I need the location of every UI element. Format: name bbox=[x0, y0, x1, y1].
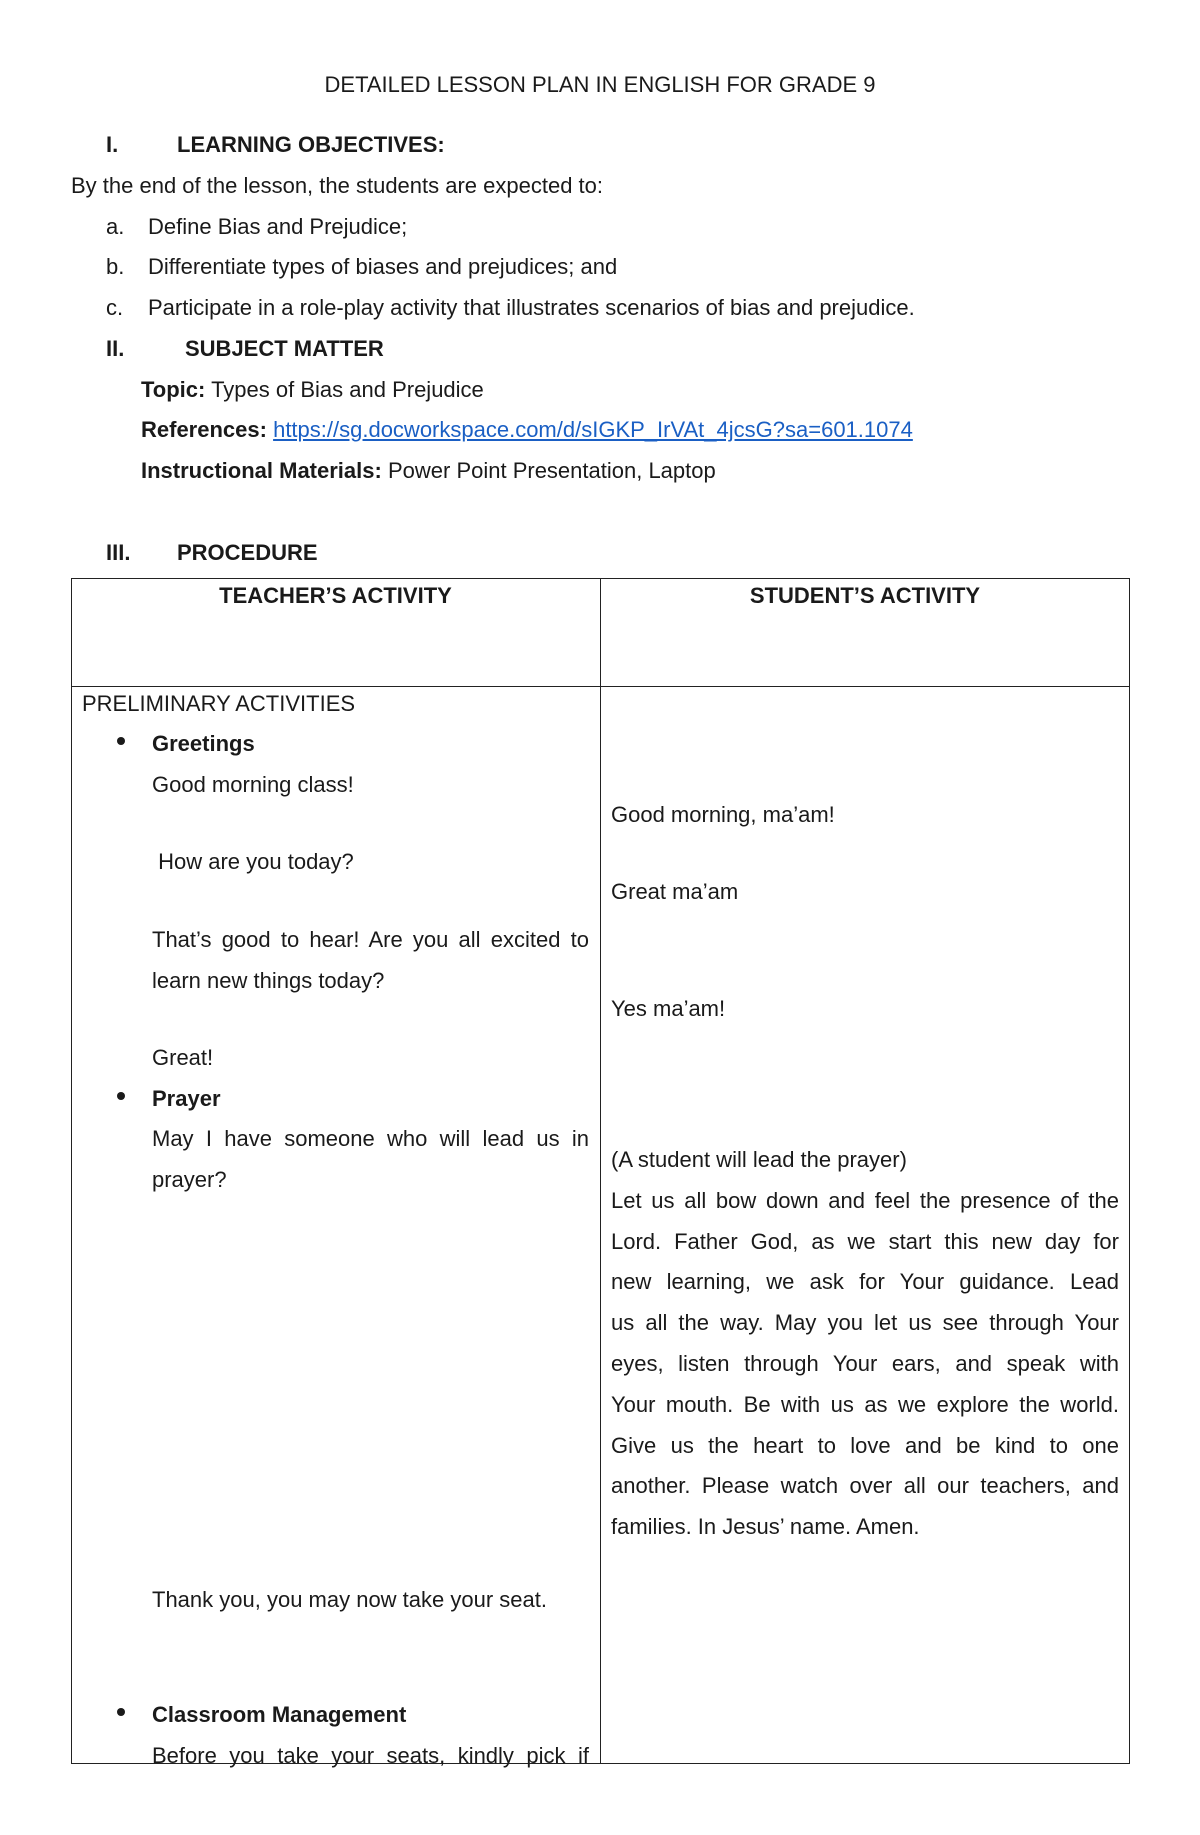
bullet-icon bbox=[117, 1092, 125, 1100]
student-prayer-line: families. In Jesus’ name. Amen. bbox=[611, 1514, 920, 1539]
student-prayer-line: new learning, we ask for Your guidance. Lead bbox=[611, 1269, 1119, 1294]
objective-text: Participate in a role-play activity that illustrates scenarios of bias and prejudice. bbox=[148, 295, 915, 320]
section-2-numeral: II. bbox=[106, 336, 125, 361]
student-prayer-line: us all the way. May you let us see through Your bbox=[611, 1310, 1119, 1335]
table-column-divider bbox=[600, 578, 601, 1764]
student-activity-header: STUDENT’S ACTIVITY bbox=[749, 583, 981, 608]
student-prayer-line: Your mouth. Be with us as we explore the world. bbox=[611, 1392, 1119, 1417]
student-prayer-line: Let us all bow down and feel the presence of the bbox=[611, 1188, 1119, 1213]
student-prayer-line: Lord. Father God, as we start this new day for bbox=[611, 1229, 1119, 1254]
bullet-icon bbox=[117, 737, 125, 745]
student-line: Great ma’am bbox=[611, 879, 739, 904]
topic-value: Types of Bias and Prejudice bbox=[211, 377, 484, 402]
topic-line bbox=[141, 379, 484, 401]
objective-text: Define Bias and Prejudice; bbox=[148, 214, 408, 239]
section-3-heading: PROCEDURE bbox=[177, 540, 318, 565]
student-prayer-line: eyes, listen through Your ears, and speak with bbox=[611, 1351, 1119, 1376]
materials-label: Instructional Materials: bbox=[141, 458, 382, 483]
teacher-line: Thank you, you may now take your seat. bbox=[152, 1587, 547, 1612]
prayer-heading: Prayer bbox=[152, 1086, 221, 1111]
teacher-line: learn new things today? bbox=[152, 968, 385, 993]
student-line: Yes ma’am! bbox=[611, 996, 726, 1021]
teacher-line: How are you today? bbox=[152, 849, 354, 874]
teacher-line: May I have someone who will lead us in bbox=[152, 1126, 589, 1151]
section-1-heading: LEARNING OBJECTIVES: bbox=[177, 132, 445, 157]
objective-text: Differentiate types of biases and prejudices; and bbox=[148, 254, 618, 279]
student-prayer-note: (A student will lead the prayer) bbox=[611, 1147, 907, 1172]
materials-line bbox=[141, 460, 716, 482]
student-prayer-line: another. Please watch over all our teachers, and bbox=[611, 1473, 1119, 1498]
teacher-line: prayer? bbox=[152, 1167, 227, 1192]
section-1-numeral: I. bbox=[106, 132, 119, 157]
section-3-numeral: III. bbox=[106, 540, 131, 565]
teacher-activity-header: TEACHER’S ACTIVITY bbox=[219, 583, 452, 608]
teacher-line: Before you take your seats, kindly pick if bbox=[152, 1743, 589, 1768]
references-link[interactable]: https://sg.docworkspace.com/d/sIGKP_IrVAt_4jcsG?sa=601.1074 bbox=[273, 417, 913, 442]
table-header-divider bbox=[71, 686, 1130, 687]
materials-value: Power Point Presentation, Laptop bbox=[387, 458, 716, 483]
objectives-intro: By the end of the lesson, the students are expected to: bbox=[71, 173, 604, 198]
student-line: Good morning, ma’am! bbox=[611, 802, 835, 827]
section-2-heading: SUBJECT MATTER bbox=[185, 336, 384, 361]
references-line bbox=[141, 419, 913, 441]
teacher-line: That’s good to hear! Are you all excited to bbox=[152, 927, 589, 952]
references-label: References: bbox=[141, 417, 267, 442]
objective-marker: c. bbox=[106, 295, 124, 320]
teacher-line: Great! bbox=[152, 1045, 214, 1070]
classroom-management-heading: Classroom Management bbox=[152, 1702, 407, 1727]
greetings-heading: Greetings bbox=[152, 731, 255, 756]
bullet-icon bbox=[117, 1708, 125, 1716]
objective-marker: b. bbox=[106, 254, 125, 279]
preliminary-activities: PRELIMINARY ACTIVITIES bbox=[82, 691, 356, 716]
objective-marker: a. bbox=[106, 214, 125, 239]
teacher-line: Good morning class! bbox=[152, 772, 354, 797]
topic-label: Topic: bbox=[141, 377, 206, 402]
document-title: DETAILED LESSON PLAN IN ENGLISH FOR GRADE 9 bbox=[324, 72, 876, 97]
student-prayer-line: Give us the heart to love and be kind to one bbox=[611, 1433, 1119, 1458]
